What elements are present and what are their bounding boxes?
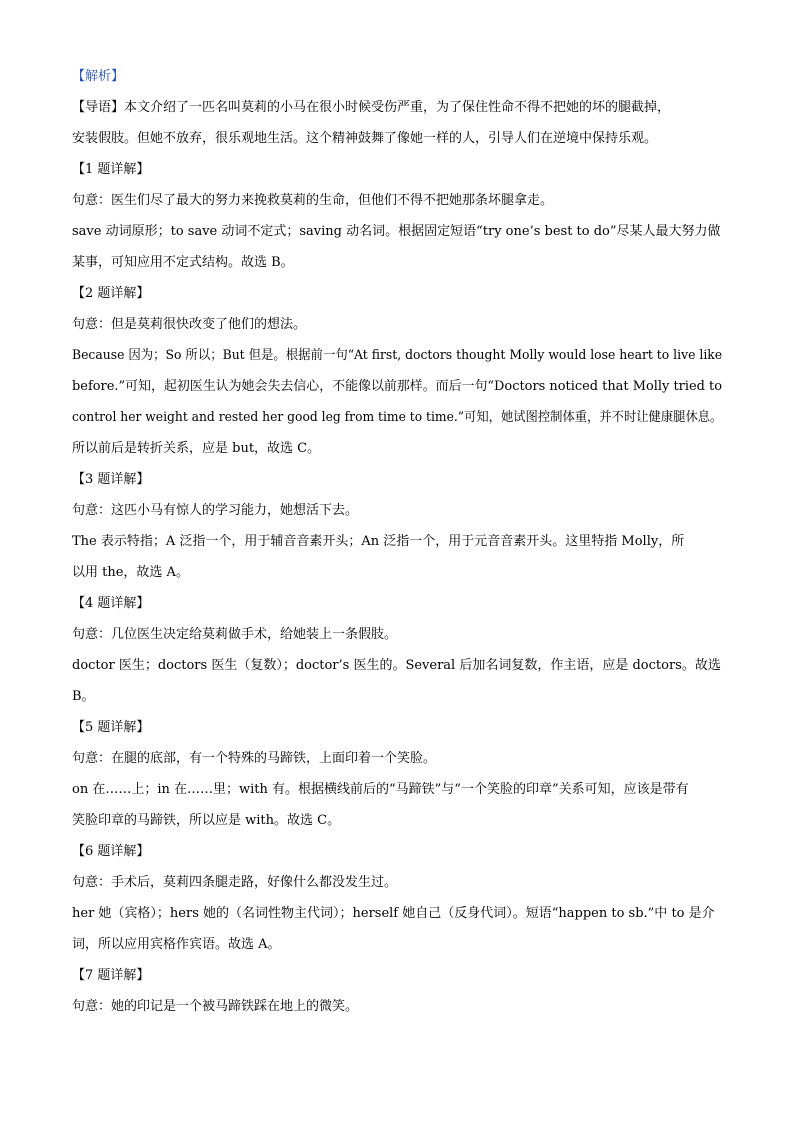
- question-2-line: 所以前后是转折关系，应是 but，故选 C。: [72, 441, 321, 456]
- question-3-line: 以用 the，故选 A。: [72, 565, 189, 580]
- question-5-title: 【5 题详解】: [72, 720, 150, 735]
- question-5-line: 句意：在腿的底部，有一个特殊的马蹄铁，上面印着一个笑脸。: [72, 751, 437, 766]
- question-1-line: 某事，可知应用不定式结构。故选 B。: [72, 255, 294, 270]
- question-5-line: 笑脸印章的马蹄铁，所以应是 with。故选 C。: [72, 813, 341, 828]
- question-7-line: 句意：她的印记是一个被马蹄铁踩在地上的微笑。: [72, 999, 359, 1014]
- question-6-line: 词，所以应用宾格作宾语。故选 A。: [72, 937, 281, 952]
- question-4-title: 【4 题详解】: [72, 596, 150, 611]
- question-6-line: her 她（宾格）；hers 她的（名词性物主代词）；herself 她自己（反身代词）。短语“happen to sb.”中 to 是介: [72, 906, 715, 921]
- question-4-line: B。: [72, 689, 95, 704]
- question-2-line: Because 因为；So 所以；But 但是。根据前一句“At first, doctors thought Molly would lose heart to live like: [72, 348, 723, 363]
- question-1-line: save 动词原形；to save 动词不定式；saving 动名词。根据固定短语“try one’s best to do”尽某人最大努力做: [72, 224, 721, 239]
- question-4-line: doctor 医生；doctors 医生（复数）；doctor’s 医生的。Several 后加名词复数，作主语，应是 doctors。故选: [72, 658, 721, 673]
- question-4-line: 句意：几位医生决定给莫莉做手术，给她装上一条假肢。: [72, 627, 398, 642]
- question-7-title: 【7 题详解】: [72, 968, 150, 983]
- question-6-line: 句意：手术后，莫莉四条腿走路，好像什么都没发生过。: [72, 875, 398, 890]
- question-3-line: The 表示特指；A 泛指一个，用于辅音音素开头；An 泛指一个，用于元音音素开头。这里特指 Molly，所: [72, 534, 685, 549]
- question-3-title: 【3 题详解】: [72, 472, 150, 487]
- question-2-line: control her weight and rested her good leg from time to time.”可知，她试图控制体重，并不时让健康腿休息。: [72, 410, 723, 425]
- question-1-line: 句意：医生们尽了最大的努力来挽救莫莉的生命，但他们不得不把她那条坏腿拿走。: [72, 193, 554, 208]
- intro-line: 【导语】本文介绍了一匹名叫莫莉的小马在很小时候受伤严重，为了保住性命不得不把她的坏的腿截掉，: [72, 100, 671, 115]
- question-2-title: 【2 题详解】: [72, 286, 150, 301]
- question-3-line: 句意：这匹小马有惊人的学习能力，她想活下去。: [72, 503, 359, 518]
- analysis-heading: 【解析】: [72, 69, 125, 84]
- question-2-line: before.”可知，起初医生认为她会失去信心，不能像以前那样。而后一句“Doctors noticed that Molly tried to: [72, 379, 723, 394]
- intro-line: 安装假肢。但她不放弃，很乐观地生活。这个精神鼓舞了像她一样的人，引导人们在逆境中保持乐观。: [72, 131, 658, 146]
- question-6-title: 【6 题详解】: [72, 844, 150, 859]
- question-2-line: 句意：但是莫莉很快改变了他们的想法。: [72, 317, 307, 332]
- question-1-title: 【1 题详解】: [72, 162, 150, 177]
- question-5-line: on 在……上；in 在……里；with 有。根据横线前后的“马蹄铁”与“一个笑脸的印章”关系可知，应该是带有: [72, 782, 689, 797]
